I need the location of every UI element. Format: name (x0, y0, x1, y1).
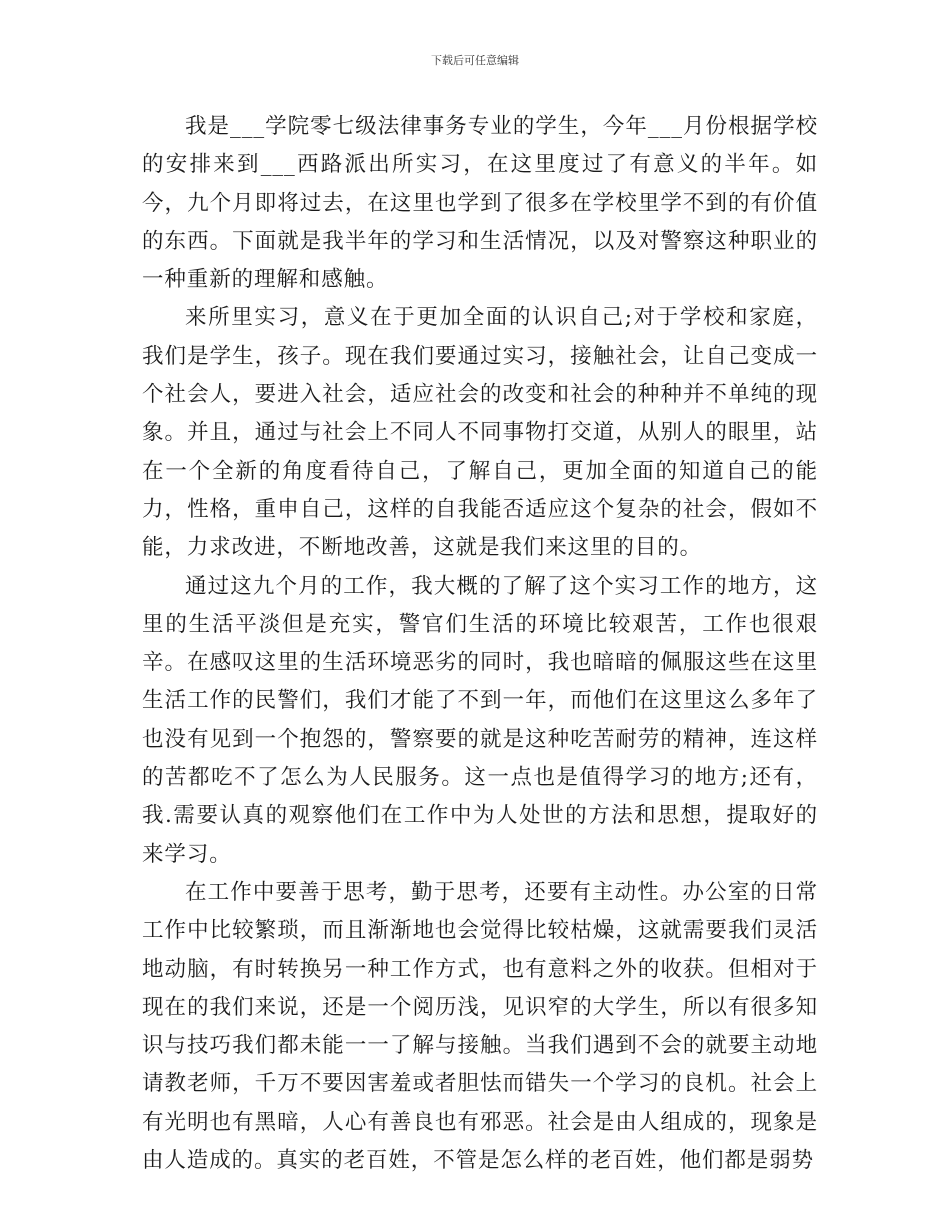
paragraph-4: 在工作中要善于思考，勤于思考，还要有主动性。办公室的日常工作中比较繁琐，而且渐渐地也会觉得比较枯燥，这就需要我们灵活地动脑，有时转换另一种工作方式，也有意料之外的收获。但相对于现在的我们来说，还是一个阅历浅，见识窄的大学生，所以有很多知识与技巧我们都未能一一了解与接触。当我们遇到不会的就要主动地请教老师，千万不要因害羞或者胆怯而错失一个学习的良机。社会上有光明也有黑暗，人心有善良也有邪恶。社会是由人组成的，现象是由人造成的。真实的老百姓，不管是怎么样的老百姓，他们都是弱势 (142, 879, 818, 1174)
paragraph-3: 通过这九个月的工作，我大概的了解了这个实习工作的地方，这里的生活平淡但是充实，警官们生活的环境比较艰苦，工作也很艰辛。在感叹这里的生活环境恶劣的同时，我也暗暗的佩服这些在这里生活工作的民警们，我们才能了不到一年，而他们在这里这么多年了也没有见到一个抱怨的，警察要的就是这种吃苦耐劳的精神，连这样的苦都吃不了怎么为人民服务。这一点也是值得学习的地方;还有，我.需要认真的观察他们在工作中为人处世的方法和思想，提取好的来学习。 (142, 573, 818, 867)
paragraph-1: 我是___学院零七级法律事务专业的学生，今年___月份根据学校的安排来到___西路派出所实习，在这里度过了有意义的半年。如今，九个月即将过去，在这里也学到了很多在学校里学不到的有价值的东西。下面就是我半年的学习和生活情况，以及对警察这种职业的一种重新的理解和感触。 (142, 114, 818, 293)
paragraph-2: 来所里实习，意义在于更加全面的认识自己;对于学校和家庭，我们是学生，孩子。现在我们要通过实习，接触社会，让自己变成一个社会人，要进入社会，适应社会的改变和社会的种种并不单纯的现象。并且，通过与社会上不同人不同事物打交道，从别人的眼里，站在一个全新的角度看待自己，了解自己，更加全面的知道自己的能力，性格，重申自己，这样的自我能否适应这个复杂的社会，假如不能，力求改进，不断地改善，这就是我们来这里的目的。 (142, 305, 818, 561)
document-body (142, 108, 818, 1180)
page-header-note: 下载后可任意编辑 (431, 54, 519, 67)
